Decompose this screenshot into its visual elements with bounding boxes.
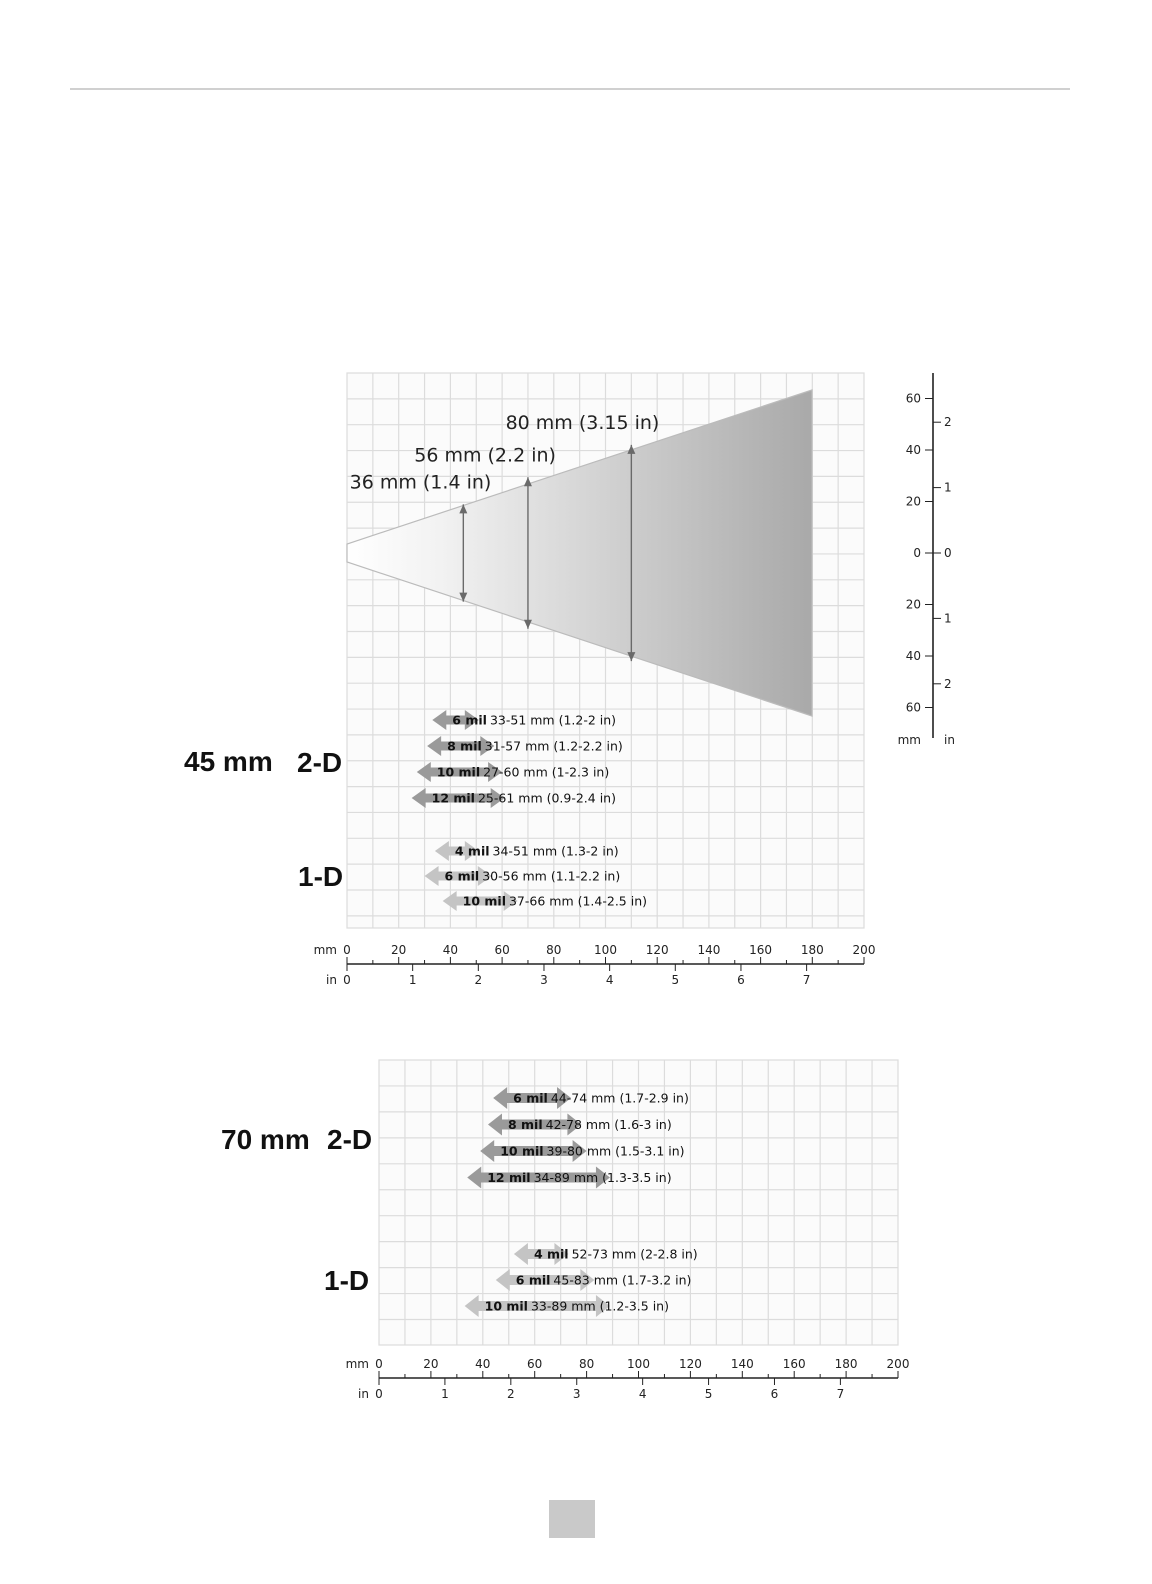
fig2-2d-range-label bbox=[487, 1170, 671, 1185]
fig2-mm-tick-label: 200 bbox=[886, 1357, 910, 1371]
fig2-2d-range-text: 34-89 mm (1.3-3.5 in) bbox=[533, 1170, 672, 1185]
fig2-in-tick-label: 5 bbox=[704, 1387, 713, 1401]
fig2-1d-range-text: 45-83 mm (1.7-3.2 in) bbox=[553, 1272, 692, 1288]
fig1-focus-label: 45 mm bbox=[184, 746, 273, 777]
fig1-1d-range-text: 30-56 mm (1.1-2.2 in) bbox=[482, 868, 621, 884]
fig1-2d-range-text: 33-51 mm (1.2-2 in) bbox=[489, 712, 617, 728]
fig1-2d-range-text: 25-61 mm (0.9-2.4 in) bbox=[477, 790, 616, 806]
fig1-2d-density: 10 mil bbox=[436, 764, 481, 780]
fig2-2d-density: 8 mil bbox=[507, 1117, 543, 1132]
fig1-1d-range-label bbox=[455, 844, 619, 859]
fig1-1d-range-label bbox=[445, 869, 621, 884]
fig1-side-in-label: 2 bbox=[944, 676, 952, 691]
fig1-1d-range-label bbox=[463, 894, 647, 909]
fig1-mm-tick-label: 160 bbox=[749, 943, 773, 957]
fig1-in-unit: in bbox=[326, 973, 337, 987]
fig2-2d-range-label bbox=[508, 1117, 672, 1132]
fig1-fov-label: 80 mm (3.15 in) bbox=[505, 411, 660, 434]
fig2-1d-label: 1-D bbox=[324, 1265, 370, 1296]
header-rule bbox=[70, 88, 1070, 90]
fig1-side-mm-unit: mm bbox=[897, 733, 921, 747]
fig1-mm-tick-label: 120 bbox=[645, 943, 669, 957]
fig2-1d-density: 6 mil bbox=[515, 1272, 551, 1288]
fig2-2d-range-text: 42-78 mm (1.6-3 in) bbox=[545, 1117, 672, 1132]
fig2-2d-range-label bbox=[500, 1144, 684, 1159]
fig1-in-tick-label: 6 bbox=[737, 973, 745, 987]
fig1-side-in-label: 1 bbox=[944, 480, 952, 495]
fig1-side-mm-label: 60 bbox=[905, 391, 921, 406]
fig2-1d-range-label bbox=[534, 1247, 698, 1262]
fig1-in-tick-label: 2 bbox=[474, 973, 483, 987]
fig1-side-in-label: 1 bbox=[944, 611, 952, 626]
fig2-1d-range-label bbox=[485, 1299, 669, 1314]
fig2-mm-tick-label: 180 bbox=[834, 1357, 858, 1371]
fig1-2d-range-label bbox=[432, 791, 616, 806]
fig2-1d-density: 10 mil bbox=[484, 1298, 528, 1314]
fig2-mm-tick-label: 40 bbox=[475, 1357, 491, 1371]
fig1-side-mm-label: 0 bbox=[913, 546, 921, 560]
fig1-1d-density: 10 mil bbox=[462, 893, 506, 909]
fig2-2d-range-text: 39-80 mm (1.5-3.1 in) bbox=[546, 1143, 685, 1159]
fig1-side-mm-label: 20 bbox=[905, 494, 921, 509]
fig1-2d-range-label bbox=[452, 713, 616, 728]
fig2-1d-density: 4 mil bbox=[533, 1246, 569, 1262]
fig1-2d-range bbox=[432, 710, 616, 730]
fig1-mm-tick-label: 60 bbox=[494, 943, 510, 957]
fig2-x-axis bbox=[346, 1357, 910, 1401]
fig1-2d-range bbox=[412, 788, 616, 808]
depth-of-field-chart-45mm bbox=[300, 360, 1000, 1000]
fig1-1d-range-text: 34-51 mm (1.3-2 in) bbox=[492, 843, 619, 859]
fig1-side-mm-label: 40 bbox=[905, 443, 921, 457]
fig1-mm-tick-label: 40 bbox=[442, 943, 459, 957]
fig1-mm-tick-label: 200 bbox=[852, 943, 876, 957]
fig2-2d-range-label bbox=[513, 1091, 689, 1106]
fig2-1d-range-text: 33-89 mm (1.2-3.5 in) bbox=[530, 1298, 669, 1314]
fig2-mm-tick-label: 120 bbox=[678, 1357, 702, 1371]
fig1-2d-range-text: 27-60 mm (1-2.3 in) bbox=[483, 764, 610, 780]
fig1-1d-label: 1-D bbox=[298, 861, 344, 892]
fig2-2d-density: 12 mil bbox=[487, 1170, 531, 1185]
fig1-1d-range-text: 37-66 mm (1.4-2.5 in) bbox=[508, 893, 648, 909]
fig1-side-mm-label: 40 bbox=[905, 649, 921, 663]
fig1-2d-range bbox=[417, 762, 609, 782]
fig2-2d-label: 2-D bbox=[327, 1124, 373, 1155]
fig1-2d-label: 2-D bbox=[297, 747, 343, 778]
fig1-mm-tick-label: 20 bbox=[391, 943, 407, 957]
fig2-in-tick-label: 3 bbox=[572, 1387, 581, 1401]
fig2-in-tick-label: 0 bbox=[375, 1387, 383, 1401]
fig2-in-tick-label: 4 bbox=[638, 1387, 647, 1401]
fig1-mm-tick-label: 180 bbox=[800, 943, 824, 957]
fig1-1d-range bbox=[443, 891, 647, 911]
fig1-in-tick-label: 0 bbox=[343, 973, 351, 987]
fig2-mm-unit: mm bbox=[345, 1357, 369, 1371]
fig1-2d-range-text: 31-57 mm (1.2-2.2 in) bbox=[484, 738, 623, 754]
fig1-in-tick-label: 1 bbox=[408, 973, 417, 987]
fig1-side-in-unit: in bbox=[944, 733, 955, 747]
fig1-side-mm-label: 60 bbox=[905, 700, 921, 715]
fig1-in-tick-label: 7 bbox=[802, 973, 811, 987]
fig2-in-tick-label: 6 bbox=[770, 1387, 779, 1401]
fig1-2d-density: 6 mil bbox=[452, 712, 487, 728]
fig1-mm-tick-label: 80 bbox=[546, 943, 562, 957]
fig1-mm-tick-label: 100 bbox=[594, 943, 617, 957]
fig2-2d-density: 10 mil bbox=[500, 1143, 544, 1159]
fig1-mm-unit: mm bbox=[313, 943, 337, 957]
fig1-1d-density: 4 mil bbox=[454, 843, 490, 859]
fig1-1d-range bbox=[435, 841, 619, 861]
fig1-in-tick-label: 3 bbox=[540, 973, 548, 987]
fig1-2d-density: 8 mil bbox=[447, 738, 482, 754]
fig2-mm-tick-label: 160 bbox=[782, 1357, 806, 1371]
fig2-mm-tick-label: 0 bbox=[375, 1357, 383, 1371]
fig1-mm-tick-label: 140 bbox=[697, 943, 721, 957]
fig2-1d-range-label bbox=[516, 1273, 692, 1288]
fig2-in-unit: in bbox=[358, 1387, 369, 1401]
fig2-focus-label: 70 mm bbox=[221, 1124, 310, 1155]
fig2-mm-tick-label: 20 bbox=[423, 1357, 439, 1371]
fig1-2d-range-label bbox=[447, 739, 623, 754]
fig1-fov-label: 56 mm (2.2 in) bbox=[414, 444, 556, 467]
fig1-1d-range bbox=[425, 866, 621, 886]
fig1-1d-density: 6 mil bbox=[444, 868, 480, 884]
fig2-2d-range-text: 44-74 mm (1.7-2.9 in) bbox=[550, 1090, 689, 1106]
fig1-2d-range-label bbox=[437, 765, 609, 780]
fig1-side-in-label: 2 bbox=[944, 415, 952, 430]
fig1-side-mm-label: 20 bbox=[905, 597, 921, 612]
fig2-mm-tick-label: 80 bbox=[578, 1357, 595, 1371]
page-number-tab bbox=[549, 1500, 595, 1538]
fig1-2d-range bbox=[427, 736, 623, 756]
fig1-in-tick-label: 5 bbox=[671, 973, 680, 987]
fig2-in-tick-label: 1 bbox=[441, 1387, 449, 1401]
fig2-in-tick-label: 7 bbox=[836, 1387, 845, 1401]
fig1-x-axis bbox=[314, 943, 876, 987]
fig1-2d-density: 12 mil bbox=[431, 790, 475, 806]
depth-of-field-chart-70mm bbox=[330, 1050, 930, 1410]
fig1-side-scale bbox=[898, 373, 955, 747]
fig1-in-tick-label: 4 bbox=[605, 973, 614, 987]
fig1-side-in-label: 0 bbox=[944, 546, 952, 560]
fig2-in-tick-label: 2 bbox=[507, 1387, 515, 1401]
fig2-mm-tick-label: 100 bbox=[627, 1357, 650, 1371]
fig2-1d-range-text: 52-73 mm (2-2.8 in) bbox=[571, 1246, 698, 1262]
fig2-mm-tick-label: 140 bbox=[730, 1357, 754, 1371]
fig2-mm-tick-label: 60 bbox=[527, 1357, 543, 1371]
fig1-mm-tick-label: 0 bbox=[343, 943, 351, 957]
fig2-2d-density: 6 mil bbox=[513, 1090, 548, 1106]
fig1-fov-label: 36 mm (1.4 in) bbox=[349, 471, 492, 494]
